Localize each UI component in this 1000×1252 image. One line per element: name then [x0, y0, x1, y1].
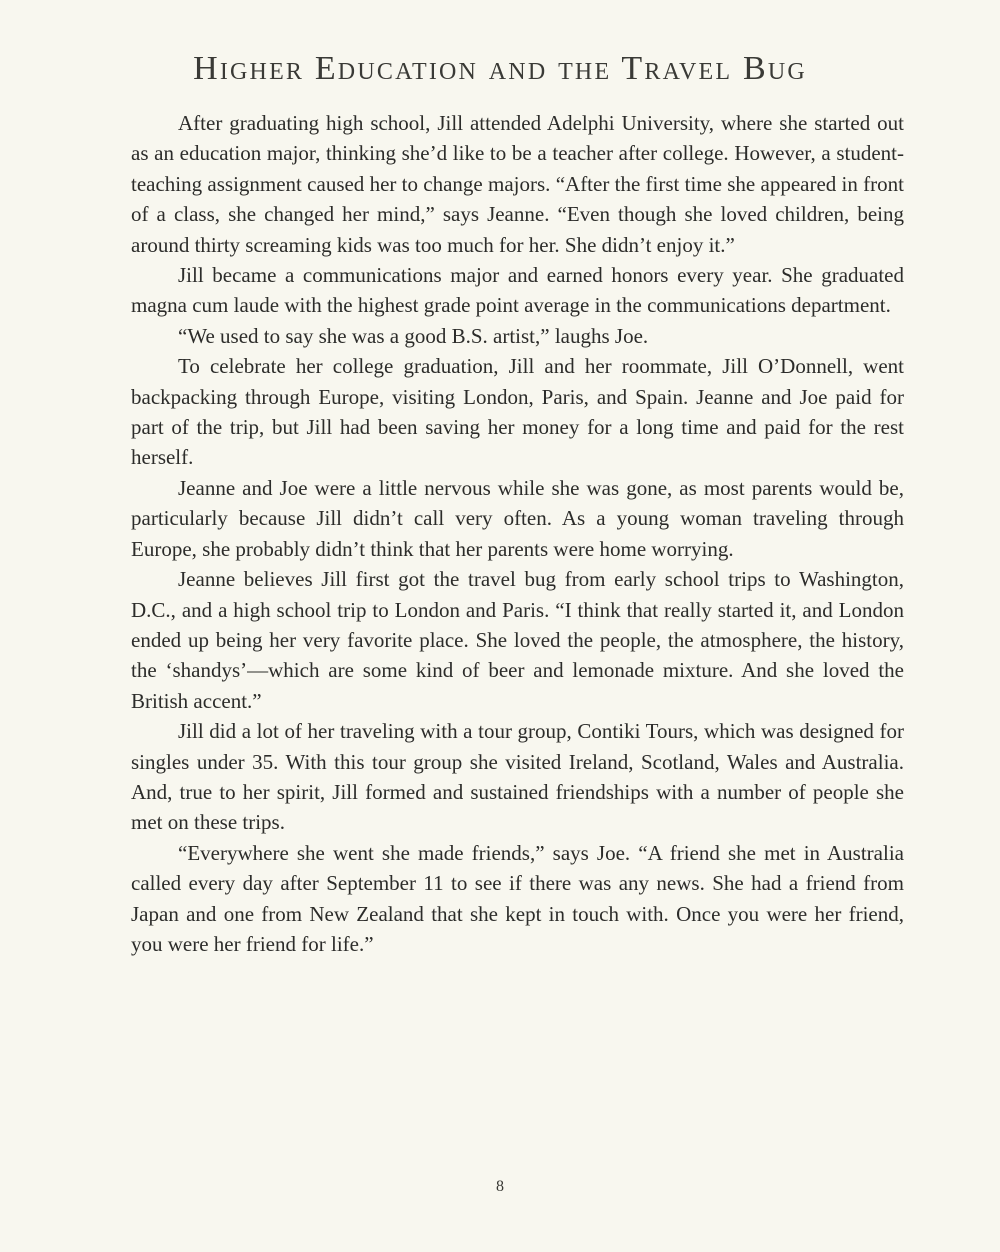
paragraph: Jeanne and Joe were a little nervous while she was gone, as most parents would be, particularly because Jill didn’t call very often. As a young woman traveling through Europe, she probably didn’t think that her parents were home worrying. [131, 475, 904, 561]
paragraph: After graduating high school, Jill attended Adelphi University, where she started out as an education major, thinking she’d like to be a teacher after college. However, a student-teaching assignment caused her to change majors. “After the first time she appeared in front of a class, she changed her mind,” says Jeanne. “Even though she loved children, being around thirty screaming kids was too much for her. She didn’t enjoy it.” [131, 111, 904, 257]
body-text [131, 108, 904, 959]
paragraph: “Everywhere she went she made friends,” says Joe. “A friend she met in Australia called every day after September 11 to see if there was any news. She had a friend from Japan and one from New Zealand that she kept in touch with. Once you were her friend, you were her friend for life.” [131, 840, 904, 956]
page-title: Higher Education and the Travel Bug [193, 50, 807, 87]
page-number: 8 [496, 1178, 504, 1195]
paragraph: To celebrate her college graduation, Jill and her roommate, Jill O’Donnell, went backpacking through Europe, visiting London, Paris, and Spain. Jeanne and Joe paid for part of the trip, but Jill had been saving her money for a long time and paid for the rest herself. [131, 354, 904, 470]
paragraph: Jill became a communications major and earned honors every year. She graduated magna cum laude with the highest grade point average in the communications department. [131, 263, 904, 318]
paragraph: “We used to say she was a good B.S. artist,” laughs Joe. [178, 323, 649, 348]
paragraph: Jill did a lot of her traveling with a tour group, Contiki Tours, which was designed for singles under 35. With this tour group she visited Ireland, Scotland, Wales and Australia. And, true to her spirit, Jill formed and sustained friendships with a number of people she met on these trips. [131, 719, 904, 835]
paragraph: Jeanne believes Jill first got the travel bug from early school trips to Washington, D.C., and a high school trip to London and Paris. “I think that really started it, and London ended up being her very favorite place. She loved the people, the atmosphere, the history, the ‘shandys’—which are some kind of beer and lemonade mixture. And she loved the British accent.” [131, 567, 904, 713]
